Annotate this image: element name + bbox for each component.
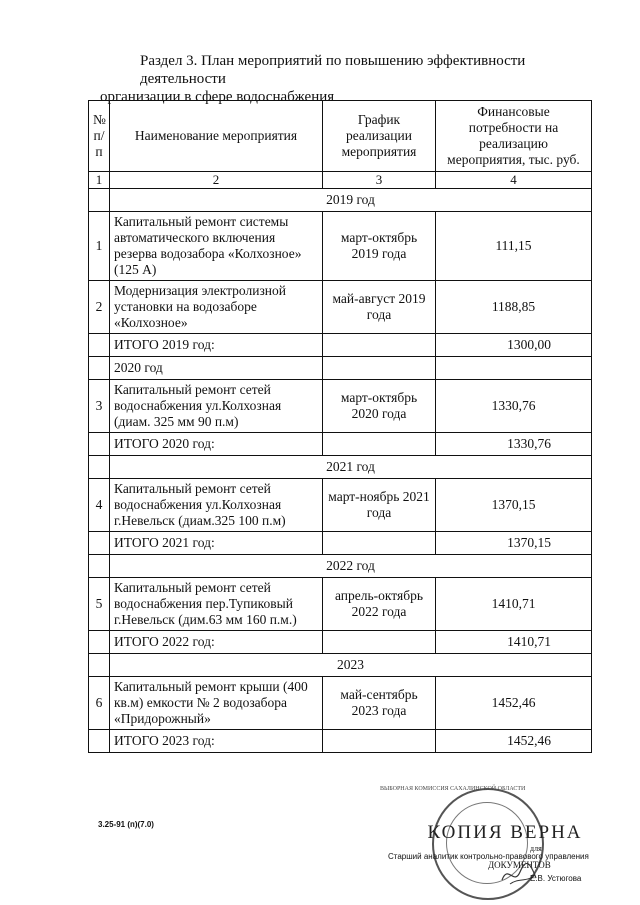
header-name: Наименование мероприятия [110,101,323,172]
measure-name: Капитальный ремонт сетей водоснабжения пер.Тупиковый г.Невельск (дим.63 мм 160 п.м.) [110,578,323,631]
measure-cost: 1188,85 [436,281,592,334]
total-cost: 1410,71 [436,631,592,654]
measure-schedule: апрель-октябрь 2022 года [323,578,436,631]
table-row [89,479,592,532]
table-row [89,281,592,334]
total-row-2019 [89,334,592,357]
column-number: 1 [89,172,110,189]
measure-schedule: март-октябрь 2020 года [323,380,436,433]
copy-for: для [530,844,542,853]
section-title [100,52,600,106]
header-number: № п/п [89,101,110,172]
measure-cost: 111,15 [436,212,592,281]
measure-schedule: май-сентябрь 2023 года [323,677,436,730]
year-row-2021 [89,456,592,479]
total-row-2022 [89,631,592,654]
measure-name: Капитальный ремонт системы автоматического включения резерва водозабора «Колхозное» (125 А) [110,212,323,281]
section-title-line1: Раздел 3. План мероприятий по повышению эффективности деятельности [140,53,526,87]
measures-table [88,100,592,753]
total-label: ИТОГО 2020 год: [110,433,323,456]
measure-cost: 1452,46 [436,677,592,730]
measure-schedule: март-ноябрь 2021 года [323,479,436,532]
total-cost: 1300,00 [436,334,592,357]
measure-schedule: май-август 2019 года [323,281,436,334]
total-label: ИТОГО 2019 год: [110,334,323,357]
total-cost: 1452,46 [436,730,592,753]
total-row-2020 [89,433,592,456]
year-row-2020 [89,357,592,380]
total-row-2023 [89,730,592,753]
measure-name: Капитальный ремонт сетей водоснабжения ул.Колхозная (диам. 325 мм 90 п.м) [110,380,323,433]
row-number: 6 [89,677,110,730]
measure-name: Модернизация электролизной установки на водозаборе «Колхозное» [110,281,323,334]
row-number: 4 [89,479,110,532]
year-label: 2020 год [110,357,323,380]
total-cost: 1330,76 [436,433,592,456]
measure-cost: 1370,15 [436,479,592,532]
table-row [89,212,592,281]
row-number: 1 [89,212,110,281]
measure-cost: 1410,71 [436,578,592,631]
copy-verified-title: КОПИЯ ВЕРНА [427,822,583,843]
year-label: 2022 год [110,555,592,578]
year-label: 2021 год [110,456,592,479]
table-row [89,578,592,631]
total-cost: 1370,15 [436,532,592,555]
column-number: 3 [323,172,436,189]
section-title-line2: организации в сфере водоснабжения [100,89,335,105]
year-row-2023 [89,654,592,677]
year-label: 2019 год [110,189,592,212]
copy-position: Старший аналитик контрольно-правового управления [388,852,589,861]
row-number: 5 [89,578,110,631]
copy-docs: ДОКУМЕНТОВ [488,860,551,870]
copy-signer: Е.В. Устюгова [530,874,582,883]
form-code: 3.25-91 (п)(7.0) [98,820,154,829]
row-number: 3 [89,380,110,433]
total-label: ИТОГО 2023 год: [110,730,323,753]
measure-cost: 1330,76 [436,380,592,433]
year-row-2019 [89,189,592,212]
year-label: 2023 [110,654,592,677]
total-label: ИТОГО 2022 год: [110,631,323,654]
header-finance: Финансовые потребности на реализацию мероприятия, тыс. руб. [436,101,592,172]
column-number-row [89,172,592,189]
table-row [89,677,592,730]
measure-schedule: март-октябрь 2019 года [323,212,436,281]
table-row [89,380,592,433]
measure-name: Капитальный ремонт крыши (400 кв.м) емкости № 2 водозабора «Придорожный» [110,677,323,730]
total-row-2021 [89,532,592,555]
column-number: 4 [436,172,592,189]
column-number: 2 [110,172,323,189]
seal-text: ВЫБОРНАЯ КОМИССИЯ САХАЛИНСКОЙ ОБЛАСТИ [380,786,526,792]
table-header-row [89,101,592,172]
certification-stamp [380,786,595,888]
header-schedule: График реализации мероприятия [323,101,436,172]
row-number: 2 [89,281,110,334]
measure-name: Капитальный ремонт сетей водоснабжения ул.Колхозная г.Невельск (диам.325 100 п.м) [110,479,323,532]
year-row-2022 [89,555,592,578]
total-label: ИТОГО 2021 год: [110,532,323,555]
